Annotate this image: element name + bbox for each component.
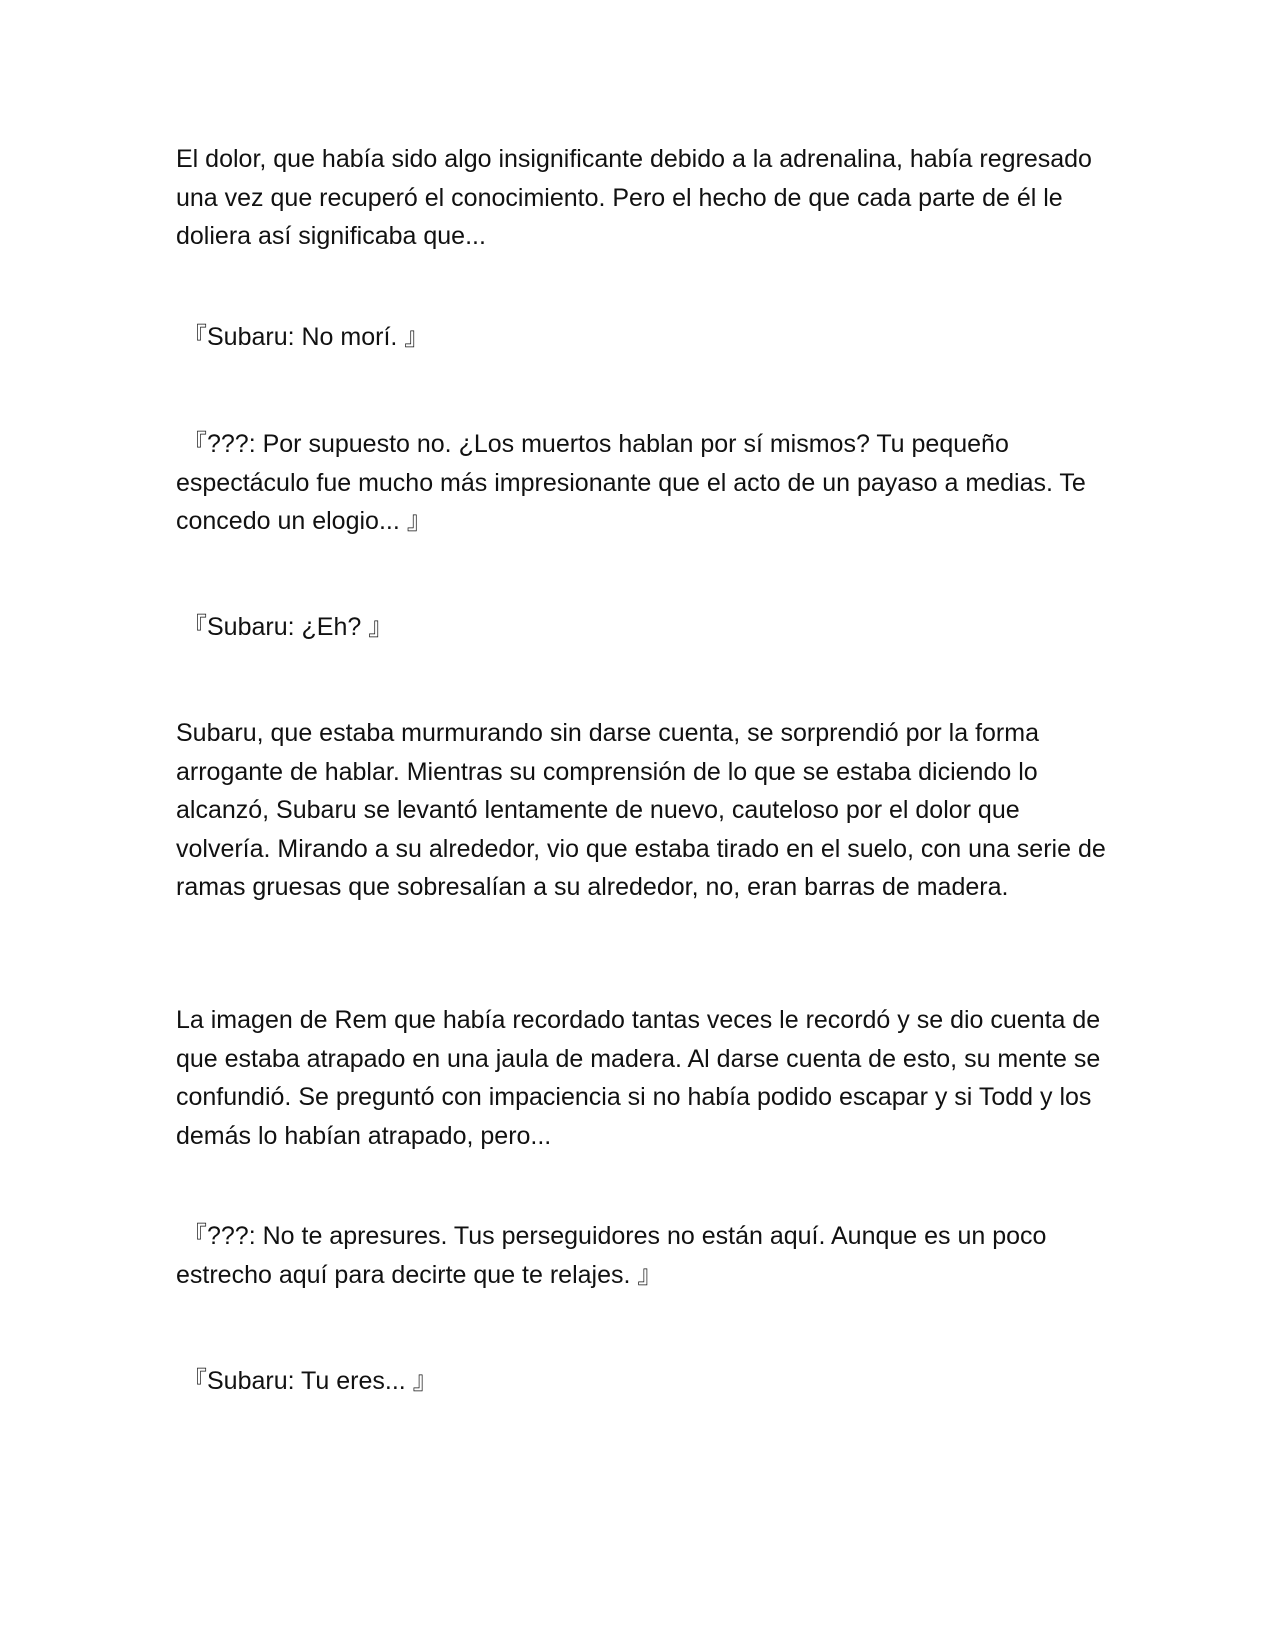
paragraph-dialogue-subaru-2: 『Subaru: ¿Eh? 』	[182, 613, 394, 641]
paragraph-dialogue-subaru-1: 『Subaru: No morí. 』	[182, 323, 430, 351]
paragraph-narration-2: Subaru, que estaba murmurando sin darse cuenta, se sorprendió por la forma arrogante de hablar. Mientras su comprensión de lo que se estaba diciendo lo alcanzó, Subaru se levantó lentamente de nuevo, cauteloso por el dolor que volvería. Mirando a su alrededor, vio que estaba tirado en el suelo, con una serie de ramas gruesas que sobresalían a su alrededor, no, eran barras de madera.	[176, 719, 1106, 901]
paragraph-dialogue-subaru-3: 『Subaru: Tu eres... 』	[182, 1367, 438, 1395]
paragraph-narration-3: La imagen de Rem que había recordado tantas veces le recordó y se dio cuenta de que estaba atrapado en una jaula de madera. Al darse cuenta de esto, su mente se confundió. Se preguntó con impaciencia si no había podido escapar y si Todd y los demás lo habían atrapado, pero...	[176, 1006, 1101, 1150]
paragraph-dialogue-unknown-2: 『???: No te apresures. Tus perseguidores no están aquí. Aunque es un poco estrecho aquí para decirte que te relajes. 』	[176, 1222, 1047, 1289]
paragraph-narration-1: El dolor, que había sido algo insignificante debido a la adrenalina, había regresado una vez que recuperó el conocimiento. Pero el hecho de que cada parte de él le doliera así significaba que...	[176, 145, 1092, 250]
paragraph-dialogue-unknown-1: 『???: Por supuesto no. ¿Los muertos hablan por sí mismos? Tu pequeño espectáculo fue mucho más impresionante que el acto de un payaso a medias. Te concedo un elogio... 』	[176, 430, 1086, 535]
